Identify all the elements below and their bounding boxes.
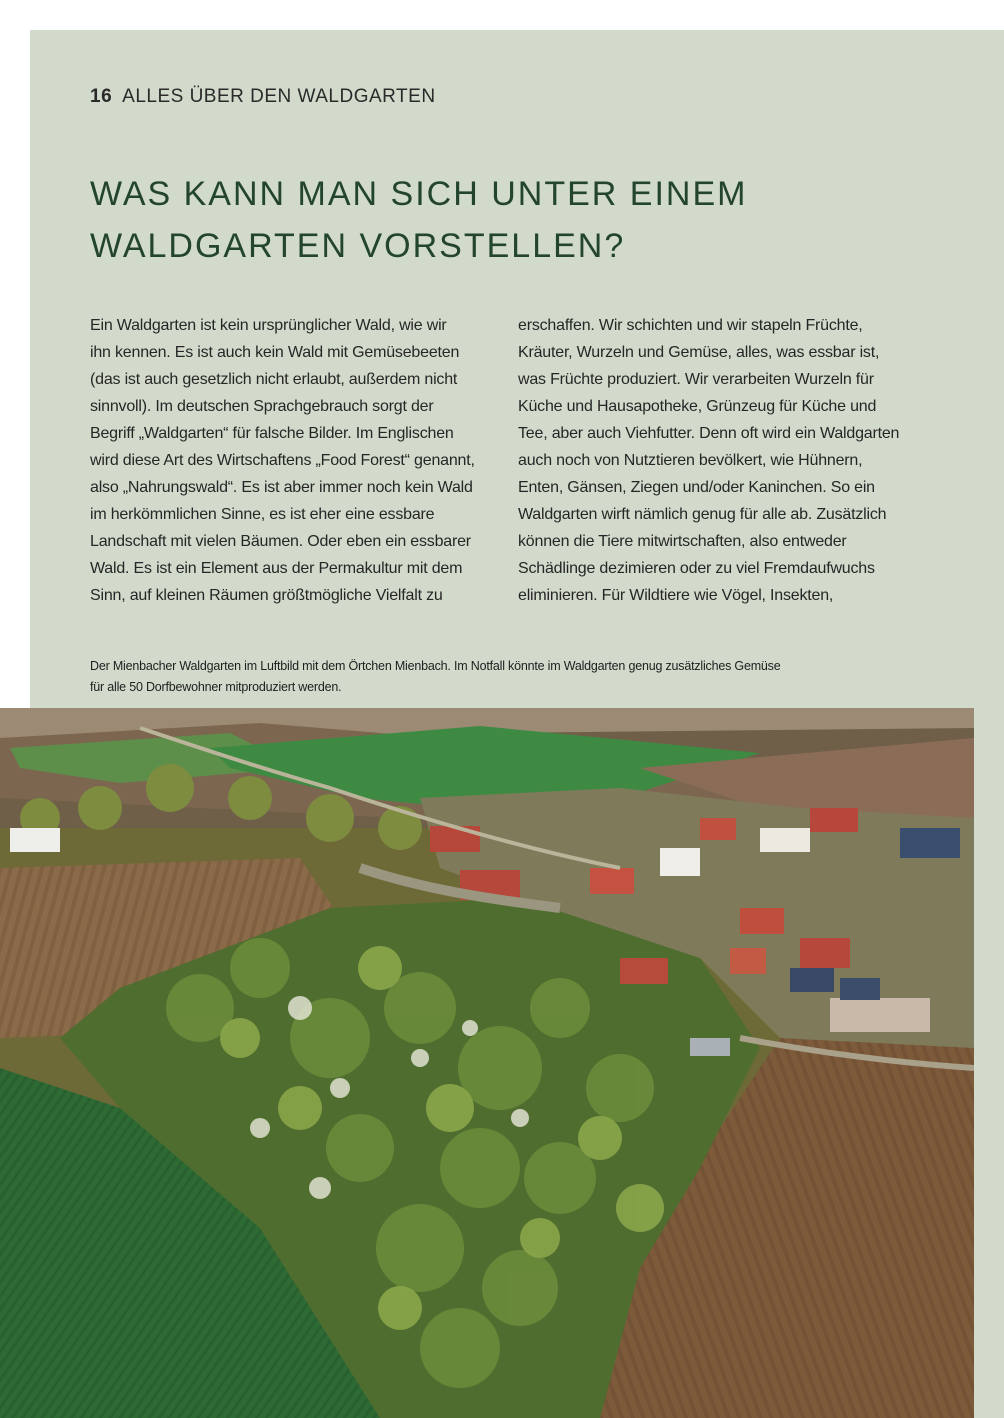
body-line: (das ist auch gesetzlich nicht erlaubt, außerdem nicht [90, 371, 458, 388]
aerial-photo [0, 708, 974, 1418]
body-line: sinnvoll). Im deutschen Sprachgebrauch sorgt der [90, 398, 434, 415]
caption-line: für alle 50 Dorfbewohner mitproduziert werden. [90, 680, 342, 694]
body-line: Waldgarten wirft nämlich genug für alle ab. Zusätzlich [518, 506, 887, 523]
photo-caption [90, 656, 950, 698]
body-line: erschaffen. Wir schichten und wir stapeln Früchte, [518, 317, 863, 334]
page-headline [90, 168, 910, 272]
body-column-left [90, 312, 510, 609]
page-number: 16 [90, 86, 113, 107]
body-line: was Früchte produziert. Wir verarbeiten Wurzeln für [518, 371, 874, 388]
caption-line: Der Mienbacher Waldgarten im Luftbild mit dem Örtchen Mienbach. Im Notfall könnte im Waldgarten genug zusätzliches Gemüse [90, 659, 781, 673]
body-line: Begriff „Waldgarten“ für falsche Bilder. Im Englischen [90, 425, 454, 442]
body-column-right [518, 312, 938, 609]
aerial-photo-illustration [0, 708, 974, 1418]
body-line: können die Tiere mitwirtschaften, also entweder [518, 533, 847, 550]
body-line: Schädlinge dezimieren oder zu viel Fremdaufwuchs [518, 560, 875, 577]
body-line: Sinn, auf kleinen Räumen größtmögliche Vielfalt zu [90, 587, 443, 604]
body-line: wird diese Art des Wirtschaftens „Food Forest“ genannt, [90, 452, 475, 469]
body-line: Kräuter, Wurzeln und Gemüse, alles, was essbar ist, [518, 344, 880, 361]
headline-line: WALDGARTEN VORSTELLEN? [90, 227, 626, 265]
body-line: ihn kennen. Es ist auch kein Wald mit Gemüsebeeten [90, 344, 460, 361]
body-line: Tee, aber auch Viehfutter. Denn oft wird ein Waldgarten [518, 425, 900, 442]
headline-line: WAS KANN MAN SICH UNTER EINEM [90, 175, 748, 213]
body-line: eliminieren. Für Wildtiere wie Vögel, Insekten, [518, 587, 834, 604]
body-line: Ein Waldgarten ist kein ursprünglicher Wald, wie wir [90, 317, 447, 334]
body-line: Küche und Hausapotheke, Grünzeug für Küche und [518, 398, 877, 415]
body-line: Landschaft mit vielen Bäumen. Oder eben ein essbarer [90, 533, 471, 550]
body-line: im herkömmlichen Sinne, es ist eher eine essbare [90, 506, 435, 523]
body-line: also „Nahrungswald“. Es ist aber immer noch kein Wald [90, 479, 473, 496]
running-head [90, 86, 436, 108]
body-line: auch noch von Nutztieren bevölkert, wie Hühnern, [518, 452, 863, 469]
body-line: Wald. Es ist ein Element aus der Permakultur mit dem [90, 560, 463, 577]
body-line: Enten, Gänsen, Ziegen und/oder Kaninchen. So ein [518, 479, 875, 496]
chapter-title: ALLES ÜBER DEN WALDGARTEN [122, 86, 436, 107]
